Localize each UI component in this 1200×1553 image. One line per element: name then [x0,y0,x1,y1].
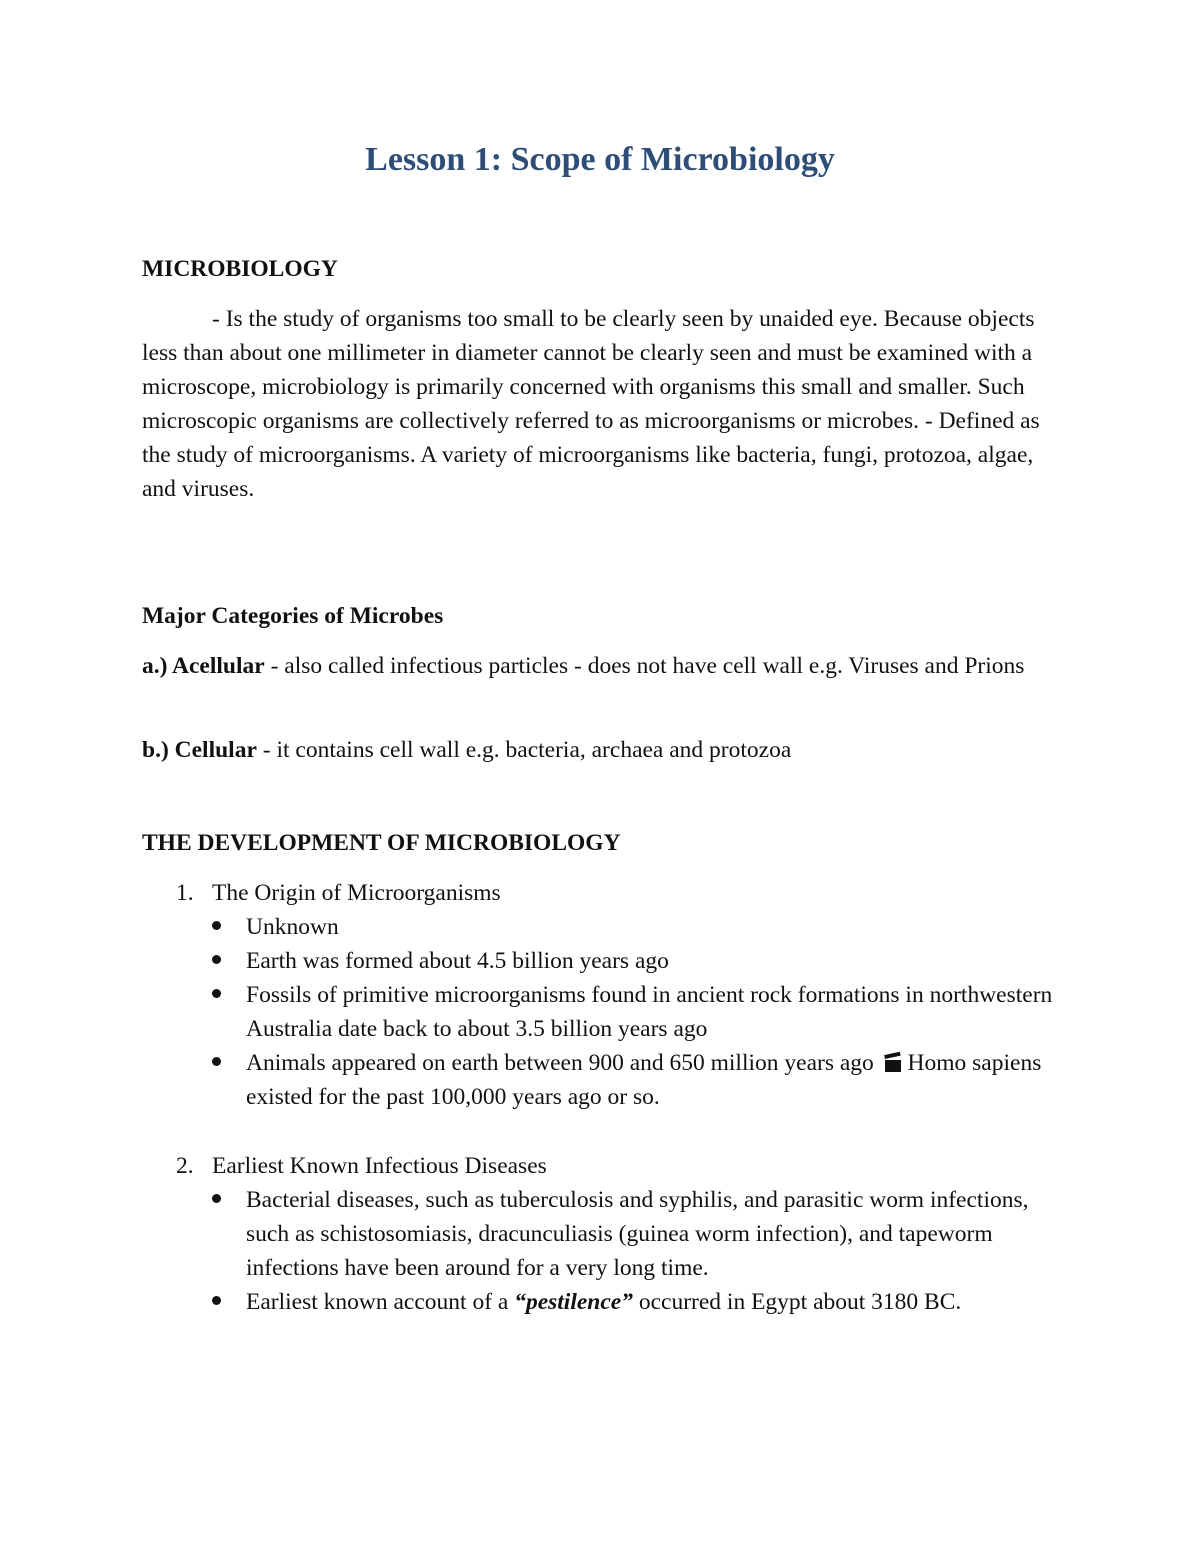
section-title: Earliest Known Infectious Diseases [212,1153,547,1179]
microbiology-paragraph-block [142,302,1062,506]
list-item: Earth was formed about 4.5 billion years ago [140,944,1066,978]
microbiology-definition: - Is the study of organisms too small to be clearly seen by unaided eye. Because objects less than about one millimeter in diameter cannot be clearly seen and must be examined with a microscope, microbiology is primarily concerned with organisms this small and smaller. Such microscopic organisms are collectively referred to as microorganisms or microbes. - Defined as the study of microorganisms. A variety of microorganisms like bacteria, fungi, protozoa, algae, and viruses. [142,306,1040,502]
bullet-icon [212,1296,221,1305]
pestilence-emphasis: “pestilence” [514,1289,633,1315]
section-number: 1. [176,880,194,906]
bullet-icon [212,1194,221,1203]
bullet-list [140,910,1066,1114]
list-item: Unknown [140,910,1066,944]
list-item: Earliest known account of a “pestilence” occurred in Egypt about 3180 BC. [140,1285,1066,1319]
clapperboard-icon [884,1054,902,1072]
bullet-icon [212,989,221,998]
numbered-section [176,1149,1066,1319]
category-acellular [142,649,1062,683]
bullet-icon [212,921,221,930]
development-heading: THE DEVELOPMENT OF MICROBIOLOGY [142,830,621,856]
category-cellular [142,733,1062,767]
section-number: 2. [176,1153,194,1179]
numbered-section [176,876,1066,1114]
bullet-icon [212,955,221,964]
category-label: b.) Cellular [142,737,257,763]
list-item: Animals appeared on earth between 900 and 650 million years ago Homo sapiens existed for the past 100,000 years ago or so. [140,1046,1066,1114]
list-item: Bacterial diseases, such as tuberculosis and syphilis, and parasitic worm infections, such as schistosomiasis, dracunculiasis (guinea worm infection), and tapeworm infections have been around for a very long time. [140,1183,1066,1285]
microbiology-heading: MICROBIOLOGY [142,256,338,282]
category-text: - also called infectious particles - does not have cell wall e.g. Viruses and Prions [264,653,1025,679]
categories-heading: Major Categories of Microbes [142,603,444,629]
category-label: a.) Acellular [142,653,265,679]
section-title: The Origin of Microorganisms [212,880,501,906]
category-text: - it contains cell wall e.g. bacteria, archaea and protozoa [256,737,792,763]
list-item: Fossils of primitive microorganisms found in ancient rock formations in northwestern Australia date back to about 3.5 billion years ago [140,978,1066,1046]
bullet-list [140,1183,1066,1319]
bullet-icon [212,1057,221,1066]
page-title: Lesson 1: Scope of Microbiology [365,141,835,178]
